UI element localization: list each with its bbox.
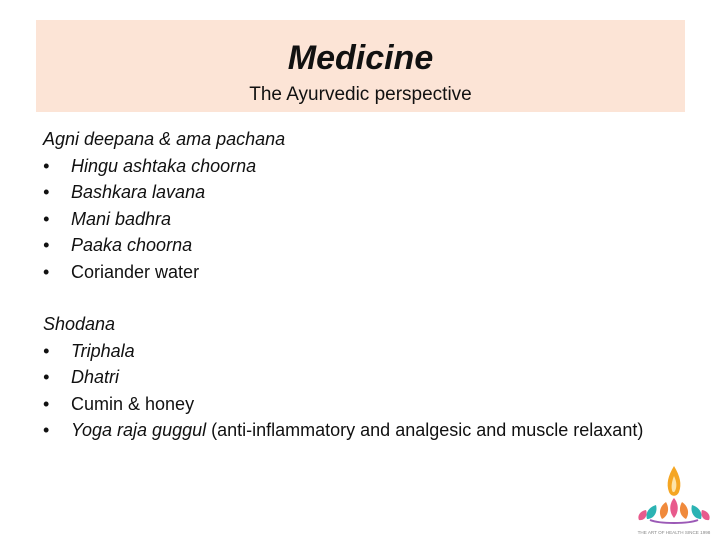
list-item xyxy=(43,417,663,444)
list-item: • Hingu ashtaka choorna xyxy=(43,153,663,180)
slide-header xyxy=(36,20,685,112)
list-item: • Paaka choorna xyxy=(43,232,663,259)
lotus-flame-logo-icon xyxy=(636,462,712,540)
list-item: • Cumin & honey xyxy=(43,391,663,418)
list-item: • Coriander water xyxy=(43,259,663,286)
list-item: • Dhatri xyxy=(43,364,663,391)
bullet-list xyxy=(43,153,663,286)
section-heading: Agni deepana & ama pachana xyxy=(43,129,286,149)
item-note: (anti-inflammatory and analgesic and muscle relaxant) xyxy=(206,420,644,440)
section-agni-deepana xyxy=(43,126,663,285)
slide-subtitle: The Ayurvedic perspective xyxy=(249,84,472,105)
section-heading: Shodana xyxy=(43,314,116,334)
bullet-list xyxy=(43,338,663,444)
section-shodana xyxy=(43,311,663,444)
logo-tagline: THE ART OF HEALTH SINCE 1998 xyxy=(637,530,711,535)
slide-title: Medicine xyxy=(287,39,434,77)
list-item: • Bashkara lavana xyxy=(43,179,663,206)
item-name: Yoga raja guggul xyxy=(71,420,207,440)
list-item: • Mani badhra xyxy=(43,206,663,233)
list-item: • Triphala xyxy=(43,338,663,365)
